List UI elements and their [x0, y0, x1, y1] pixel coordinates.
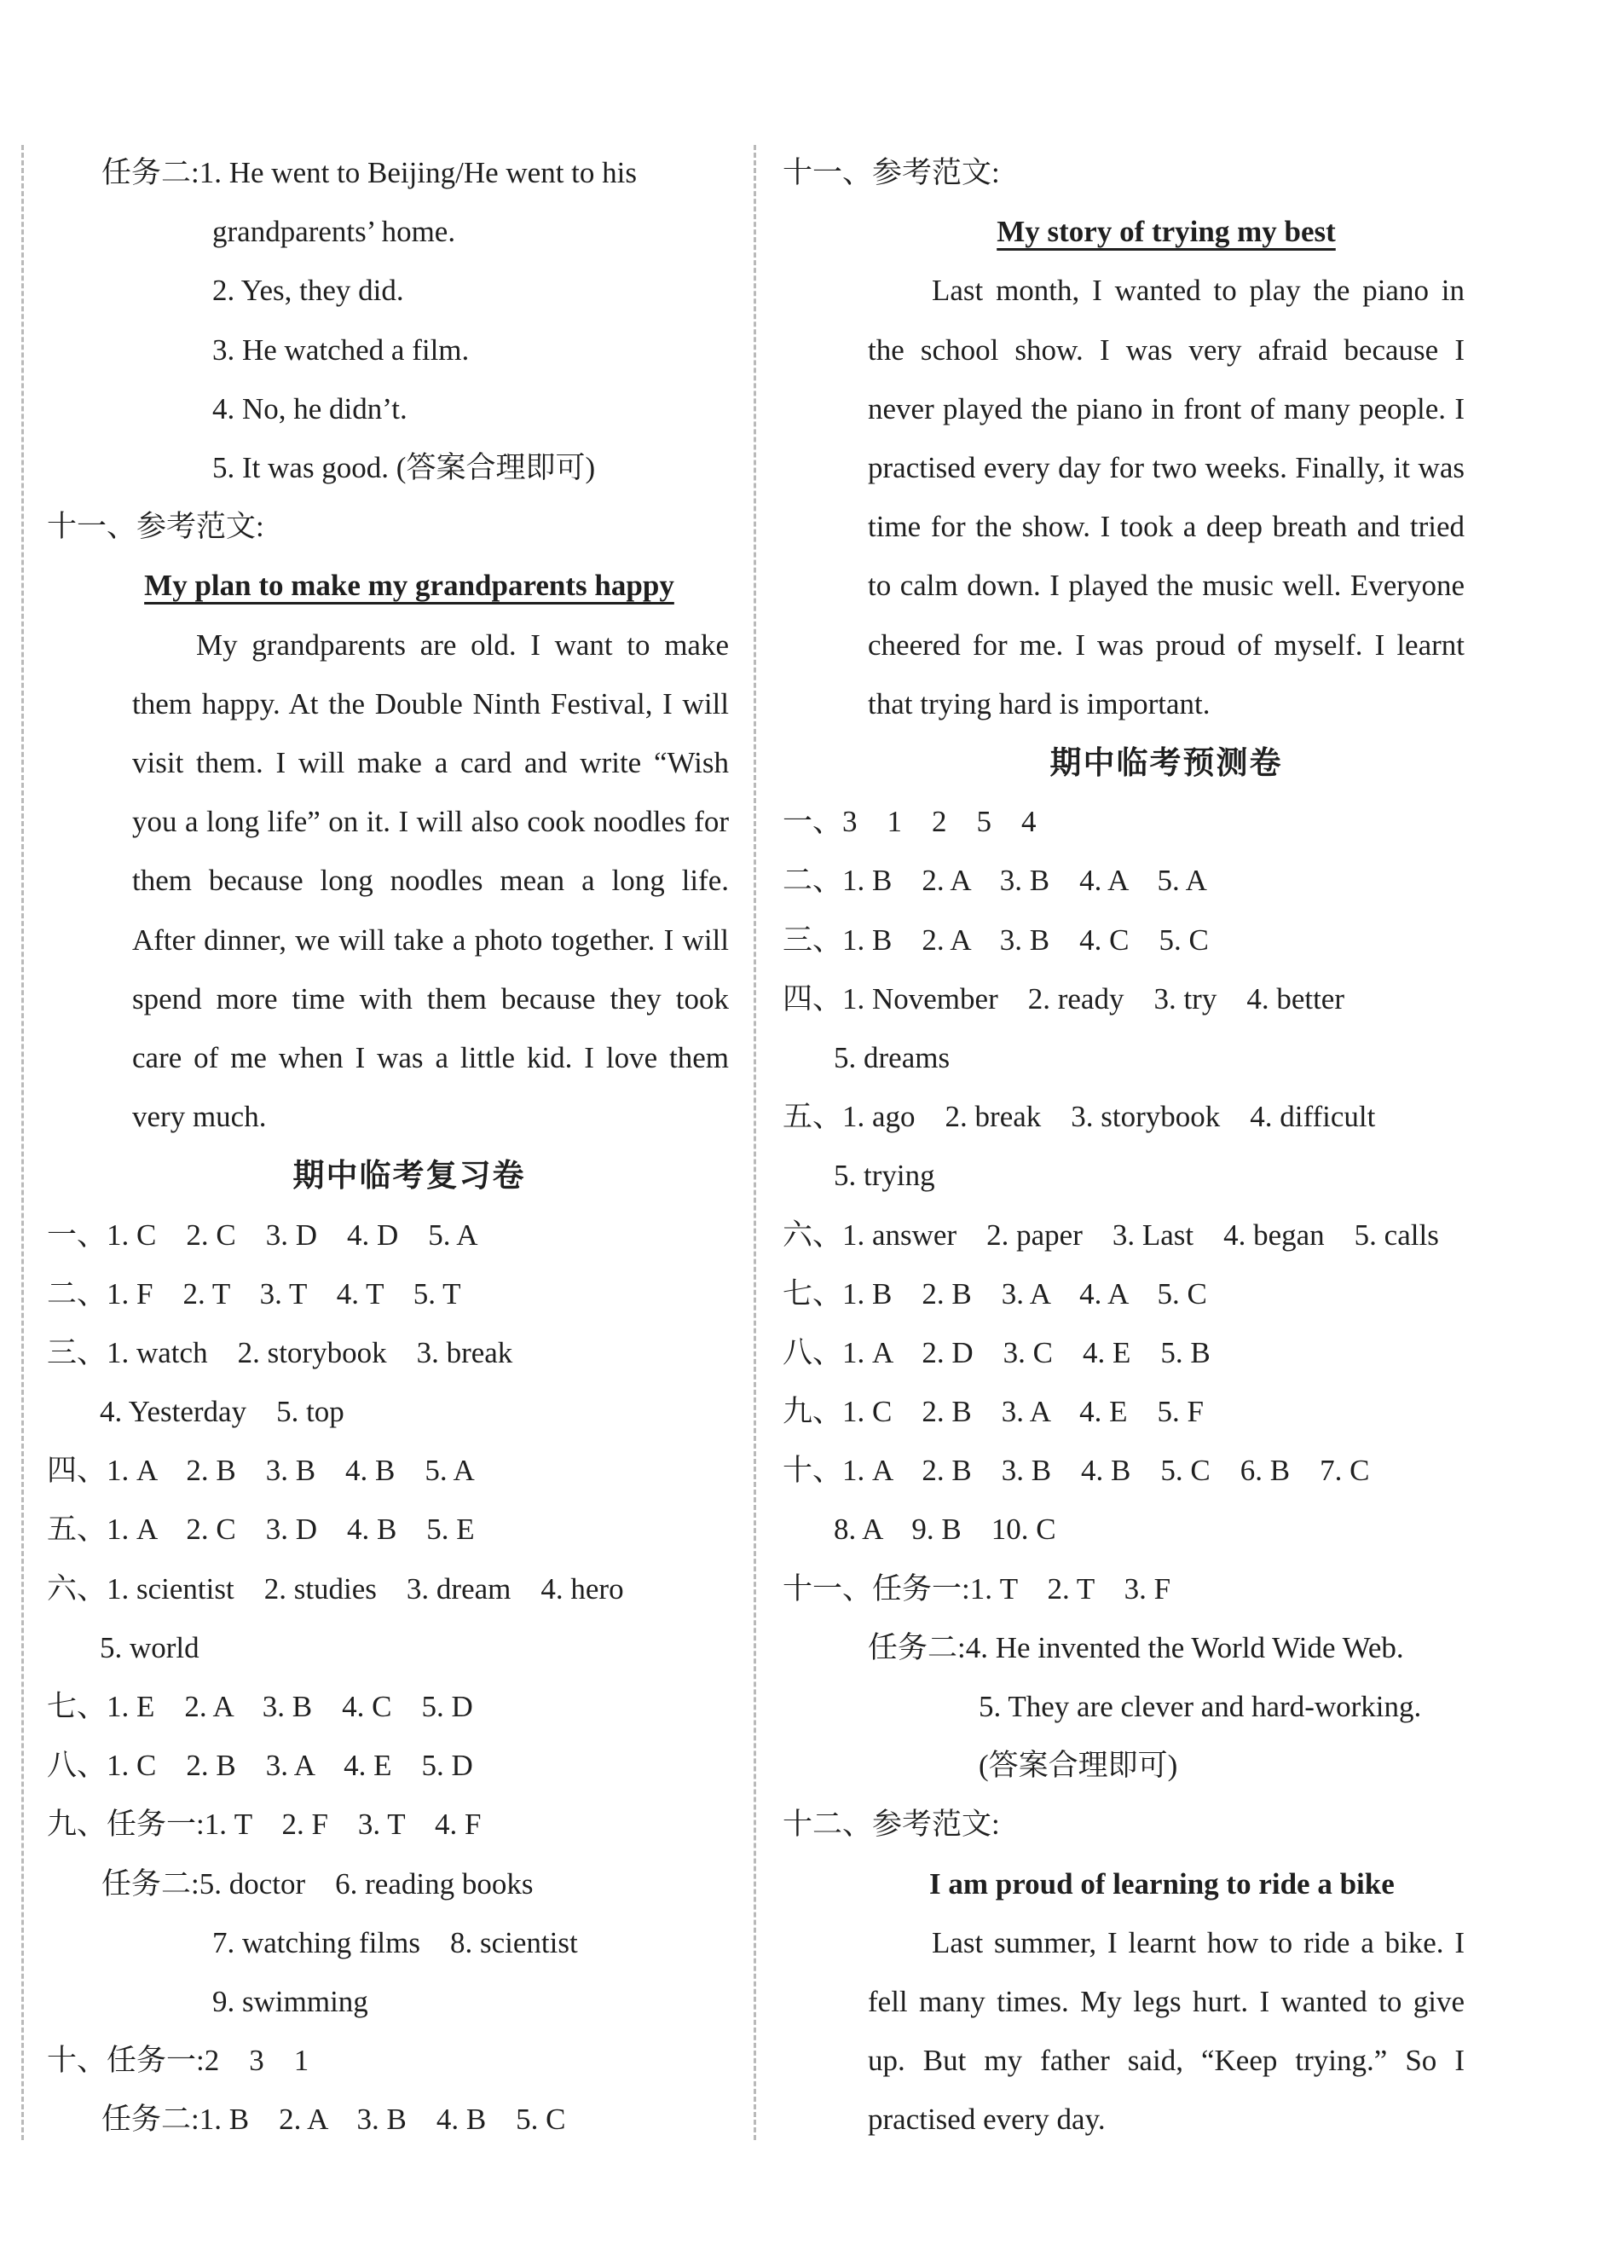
answer-row-cont: 7. watching films 8. scientist	[212, 1925, 578, 1959]
answer-row-cont: 5. world	[100, 1630, 199, 1664]
left-column	[47, 143, 729, 2149]
task2-line-3: 2. Yes, they did.	[212, 274, 404, 308]
answer-row: 九、1. C 2. B 3. A 4. E 5. F	[783, 1395, 1204, 1429]
essay-title-right: My story of trying my best	[997, 215, 1336, 249]
task2-label: 任务二:	[101, 156, 199, 189]
answer-row: 四、1. November 2. ready 3. try 4. better	[783, 981, 1345, 1015]
answer-row: 六、1. scientist 2. studies 3. dream 4. hero	[47, 1571, 624, 1606]
answer-row-cont: 任务二:5. doctor 6. reading books	[101, 1866, 534, 1901]
essay-title: My plan to make my grandparents happy	[144, 569, 674, 603]
answer-row-cont: 9. swimming	[212, 1984, 368, 2018]
answer-row: 五、1. A 2. C 3. D 4. B 5. E	[47, 1513, 475, 1547]
answer-row: 六、1. answer 2. paper 3. Last 4. began 5. calls	[783, 1218, 1439, 1252]
answer-row-cont: 任务二:4. He invented the World Wide Web.	[868, 1630, 1404, 1664]
essay-body: My grandparents are old. I want to make them happy. At the Double Ninth Festival, I will visit them. I will make a card and write “Wish you a long life” on it. I will also cook noodles for them because long noodles mean a long life. After dinner, we will take a photo together. I will spend more time with them because they took care of me when I was a little kid. I love them very much.	[132, 628, 729, 1134]
answer-row: 二、1. B 2. A 3. B 4. A 5. A	[783, 864, 1207, 898]
answer-row: 九、任务一:1. T 2. F 3. T 4. F	[47, 1808, 482, 1842]
essay-label: 十一、参考范文:	[47, 510, 264, 544]
answer-row-cont: 5. They are clever and hard-working.	[979, 1690, 1422, 1723]
answer-row: 八、1. A 2. D 3. C 4. E 5. B	[783, 1335, 1211, 1369]
answer-row-cont: 任务二:1. B 2. A 3. B 4. B 5. C	[101, 2103, 566, 2137]
section-title-review: 期中临考复习卷	[292, 1157, 526, 1195]
task2-line-4: 3. He watched a film.	[212, 333, 470, 367]
answer-row: 八、1. C 2. B 3. A 4. E 5. D	[47, 1749, 473, 1783]
answer-row-cont: 4. Yesterday 5. top	[100, 1395, 344, 1429]
answer-row: 七、1. E 2. A 3. B 4. C 5. D	[47, 1690, 473, 1724]
right-column	[783, 143, 1465, 2149]
essay2-body: Last summer, I learnt how to ride a bike. I fell many times. My legs hurt. I wanted to give up. But my father said, “Keep trying.” So I practised every day.	[868, 1925, 1465, 2137]
answer-row: 三、1. watch 2. storybook 3. break	[47, 1335, 513, 1369]
answer-row: 三、1. B 2. A 3. B 4. C 5. C	[783, 923, 1209, 957]
column-divider	[754, 145, 756, 2140]
answer-row: 十、1. A 2. B 3. B 4. B 5. C 6. B 7. C	[783, 1454, 1370, 1488]
task2-line-1	[47, 143, 729, 202]
answer-row: 一、3 1 2 5 4	[783, 805, 1037, 839]
task2-line-6: 5. It was good. (答案合理即可)	[212, 450, 596, 484]
section-title-forecast: 期中临考预测卷	[1049, 744, 1283, 781]
essay-body-right: Last month, I wanted to play the piano in the school show. I was very afraid because I never played the piano in front of many people. I practised every day for two weeks. Finally, it was time for the show. I took a deep breath and tried to calm down. I played the music well. Everyone cheered for me. I was proud of myself. I learnt that trying hard is important.	[868, 274, 1465, 720]
essay2-label: 十二、参考范文:	[783, 1808, 1000, 1842]
answer-row: 十一、任务一:1. T 2. T 3. F	[783, 1571, 1171, 1606]
answer-row: 十、任务一:2 3 1	[47, 2044, 309, 2078]
answer-row: 七、1. B 2. B 3. A 4. A 5. C	[783, 1276, 1207, 1310]
task2-answer-1: 1. He went to Beijing/He went to his	[199, 156, 637, 189]
essay2-title: I am proud of learning to ride a bike	[929, 1866, 1395, 1901]
task2-line-5: 4. No, he didn’t.	[212, 391, 407, 425]
left-margin-rule	[21, 145, 24, 2140]
answer-row-cont: 5. dreams	[834, 1040, 951, 1074]
answer-row: 五、1. ago 2. break 3. storybook 4. difficult	[783, 1100, 1376, 1134]
essay-label-right: 十一、参考范文:	[783, 156, 1000, 189]
answer-row: 一、1. C 2. C 3. D 4. D 5. A	[47, 1218, 478, 1252]
answer-row-cont: 8. A 9. B 10. C	[834, 1513, 1056, 1547]
answer-row: 四、1. A 2. B 3. B 4. B 5. A	[47, 1454, 475, 1488]
answer-row: 二、1. F 2. T 3. T 4. T 5. T	[47, 1276, 461, 1310]
task2-line-2: grandparents’ home.	[212, 215, 456, 249]
answer-row-cont: 5. trying	[834, 1159, 935, 1193]
answer-row-cont: (答案合理即可)	[979, 1749, 1178, 1783]
